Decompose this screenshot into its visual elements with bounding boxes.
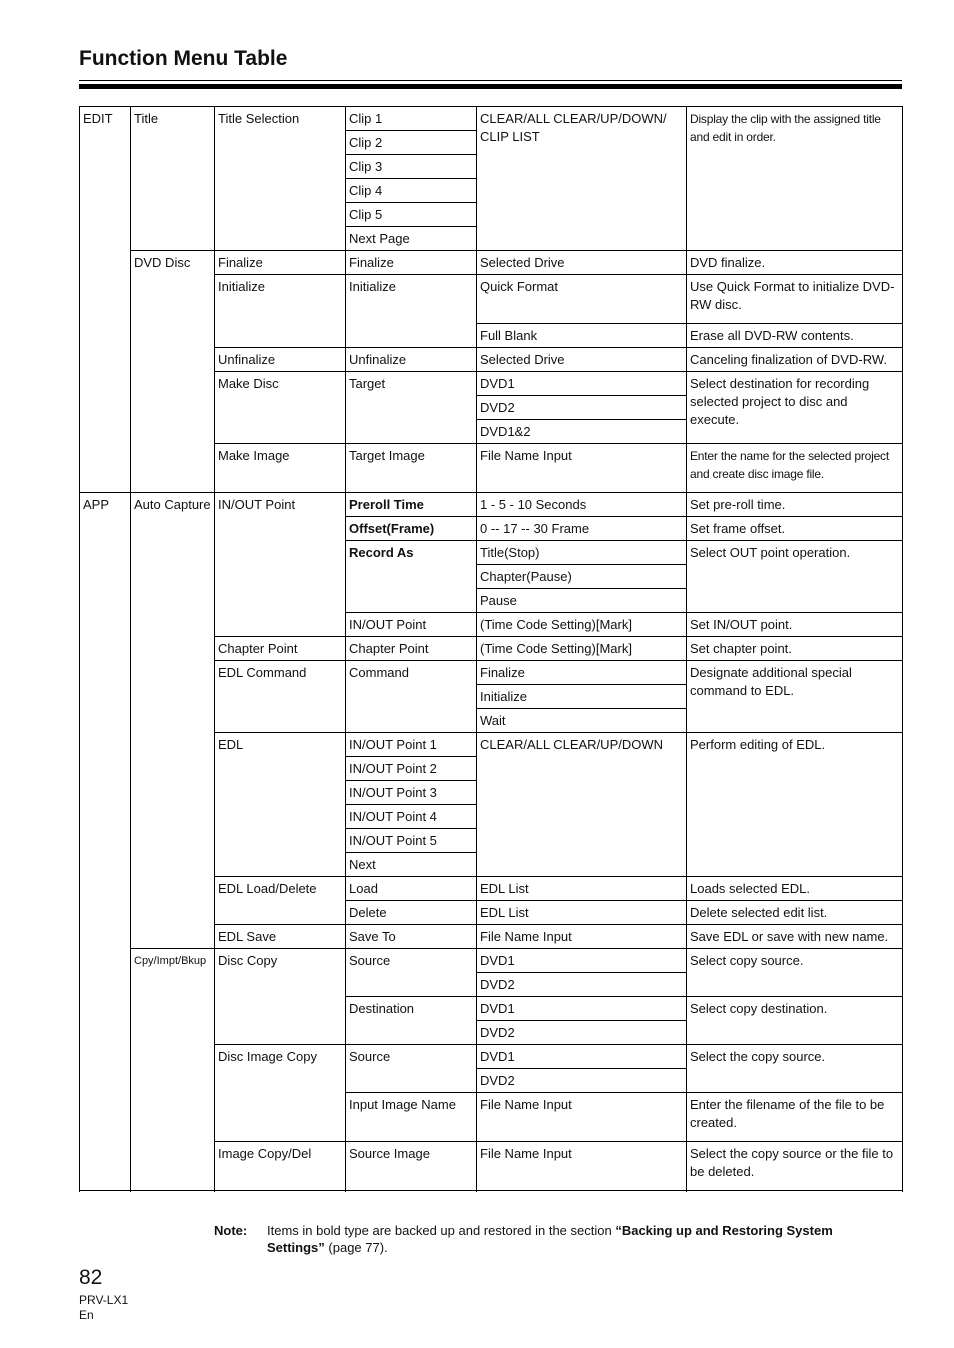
table-cell: Display the clip with the assigned title and edit in order. (687, 107, 903, 251)
table-cell: Erase all DVD-RW contents. (687, 324, 903, 348)
table-cell: Save To (346, 925, 477, 949)
table-cell: Chapter Point (215, 637, 346, 661)
table-cell: File Name Input (477, 1093, 687, 1142)
table-cell: Clip 4 (346, 179, 477, 203)
table-cell: Use Quick Format to initialize DVD-RW disc. (687, 275, 903, 324)
table-cell: Finalize (215, 251, 346, 275)
note-text (267, 1222, 874, 1256)
table-cell: DVD1 (477, 949, 687, 973)
table-cell: EDIT (80, 107, 131, 493)
table-cell: Wait (477, 709, 687, 733)
note-section-ref: “Backing up and Restoring System Settings” (267, 1223, 833, 1255)
table-cell: IN/OUT Point 1 (346, 733, 477, 757)
table-cell: File Name Input (477, 925, 687, 949)
table-cell: Select the copy source. (687, 1045, 903, 1093)
table-cell: Load (346, 877, 477, 901)
table-cell: Set pre-roll time. (687, 493, 903, 517)
table-cell: 0 -- 17 -- 30 Frame (477, 517, 687, 541)
table-cell: Cpy/Impt/Bkup (131, 949, 215, 1191)
table-cell: Image Copy/Del (215, 1142, 346, 1191)
table-cell: Perform editing of EDL. (687, 733, 903, 877)
table-cell: Disc Image Copy (215, 1045, 346, 1142)
table-cell: IN/OUT Point (346, 613, 477, 637)
table-cell: Initialize (215, 275, 346, 348)
title-rule-thick (79, 84, 902, 89)
table-cell: Set IN/OUT point. (687, 613, 903, 637)
page-title: Function Menu Table (79, 47, 288, 70)
table-cell: Save EDL or save with new name. (687, 925, 903, 949)
note-text-before: Items in bold type are backed up and restored in the section (267, 1223, 616, 1238)
table-cell: EDL List (477, 901, 687, 925)
table-cell: Chapter Point (346, 637, 477, 661)
table-cell: Target (346, 372, 477, 444)
table-cell: Chapter(Pause) (477, 565, 687, 589)
table-cell: Disc Copy (215, 949, 346, 1045)
table-cell: Select OUT point operation. (687, 541, 903, 613)
note-label: Note: (214, 1223, 248, 1238)
table-cell: Command (346, 661, 477, 733)
table-cell: Make Disc (215, 372, 346, 444)
table-cell: Title Selection (215, 107, 346, 251)
table-cell: Target Image (346, 444, 477, 493)
table-cell: Canceling finalization of DVD-RW. (687, 348, 903, 372)
table-cell: Designate additional special command to EDL. (687, 661, 903, 733)
table-cell: Clip 3 (346, 155, 477, 179)
table-row (80, 949, 903, 973)
table-cell: Destination (346, 997, 477, 1045)
table-cell: Next (346, 853, 477, 877)
table-cell: Selected Drive (477, 348, 687, 372)
table-cell: EDL Load/Delete (215, 877, 346, 925)
table-cell: Unfinalize (215, 348, 346, 372)
page-number: 82 (79, 1266, 103, 1289)
table-cell: Selected Drive (477, 251, 687, 275)
table-cell: DVD1&2 (477, 420, 687, 444)
table-cell: Loads selected EDL. (687, 877, 903, 901)
function-menu-table (79, 106, 903, 1191)
table-cell: Clip 1 (346, 107, 477, 131)
table-cell: Quick Format (477, 275, 687, 324)
table-cell: EDL (215, 733, 346, 877)
table-row (80, 107, 903, 131)
table-cell: Title(Stop) (477, 541, 687, 565)
table-row (80, 251, 903, 275)
title-rule-thin (79, 80, 902, 81)
table-cell: DVD2 (477, 1021, 687, 1045)
table-cell: IN/OUT Point 2 (346, 757, 477, 781)
table-cell: Select the copy source or the file to be deleted. (687, 1142, 903, 1191)
table-cell: EDL Command (215, 661, 346, 733)
table-cell: Select copy destination. (687, 997, 903, 1045)
table-cell: Preroll Time (346, 493, 477, 517)
table-cell: IN/OUT Point 5 (346, 829, 477, 853)
table-cell: Make Image (215, 444, 346, 493)
table-cell: Offset(Frame) (346, 517, 477, 541)
table-cell: Select destination for recording selected project to disc and execute. (687, 372, 903, 444)
table-cell: Source (346, 949, 477, 997)
table-cell: Set chapter point. (687, 637, 903, 661)
table-cell: Title (131, 107, 215, 251)
table-cell: (Time Code Setting)[Mark] (477, 637, 687, 661)
table-cell: Clip 2 (346, 131, 477, 155)
table-cell: Initialize (346, 275, 477, 348)
note-text-after: (page 77). (324, 1240, 388, 1255)
table-row (80, 493, 903, 517)
table-cell: Finalize (346, 251, 477, 275)
table-cell: File Name Input (477, 1142, 687, 1191)
table-cell: Input Image Name (346, 1093, 477, 1142)
table-cell: Next Page (346, 227, 477, 251)
table-cell: Delete (346, 901, 477, 925)
model-name: PRV-LX1 (79, 1293, 129, 1307)
table-cell: DVD1 (477, 997, 687, 1021)
table-cell: Record As (346, 541, 477, 613)
table-cell: Finalize (477, 661, 687, 685)
table-cell: Enter the name for the selected project and create disc image file. (687, 444, 903, 493)
table-cell: Pause (477, 589, 687, 613)
table-cell: IN/OUT Point 3 (346, 781, 477, 805)
footnote (214, 1222, 874, 1256)
table-cell: Set frame offset. (687, 517, 903, 541)
table-cell: Select copy source. (687, 949, 903, 997)
table-cell: Full Blank (477, 324, 687, 348)
table-cell: DVD finalize. (687, 251, 903, 275)
table-cell: Enter the filename of the file to be created. (687, 1093, 903, 1142)
table-cell: Auto Capture (131, 493, 215, 949)
table-cell: IN/OUT Point (215, 493, 346, 637)
table-cell: Source Image (346, 1142, 477, 1191)
table-cell: CLEAR/ALL CLEAR/UP/DOWN (477, 733, 687, 877)
table-cell: Source (346, 1045, 477, 1093)
table-cell: (Time Code Setting)[Mark] (477, 613, 687, 637)
table-cell: CLEAR/ALL CLEAR/UP/DOWN/ CLIP LIST (477, 107, 687, 251)
table-cell: IN/OUT Point 4 (346, 805, 477, 829)
table-cell: EDL Save (215, 925, 346, 949)
table-cell: DVD2 (477, 973, 687, 997)
table-cell: Delete selected edit list. (687, 901, 903, 925)
table-cell: EDL List (477, 877, 687, 901)
table-cell: APP (80, 493, 131, 1191)
language-code: En (79, 1308, 94, 1322)
model-label (79, 1293, 128, 1323)
table-cell: File Name Input (477, 444, 687, 493)
table-cell: DVD2 (477, 1069, 687, 1093)
table-cell: DVD1 (477, 1045, 687, 1069)
table-cell: Unfinalize (346, 348, 477, 372)
table-cell: Clip 5 (346, 203, 477, 227)
table-cell: DVD Disc (131, 251, 215, 493)
table-cell: 1 - 5 - 10 Seconds (477, 493, 687, 517)
table-cell: DVD2 (477, 396, 687, 420)
table-cell: DVD1 (477, 372, 687, 396)
table-cell: Initialize (477, 685, 687, 709)
